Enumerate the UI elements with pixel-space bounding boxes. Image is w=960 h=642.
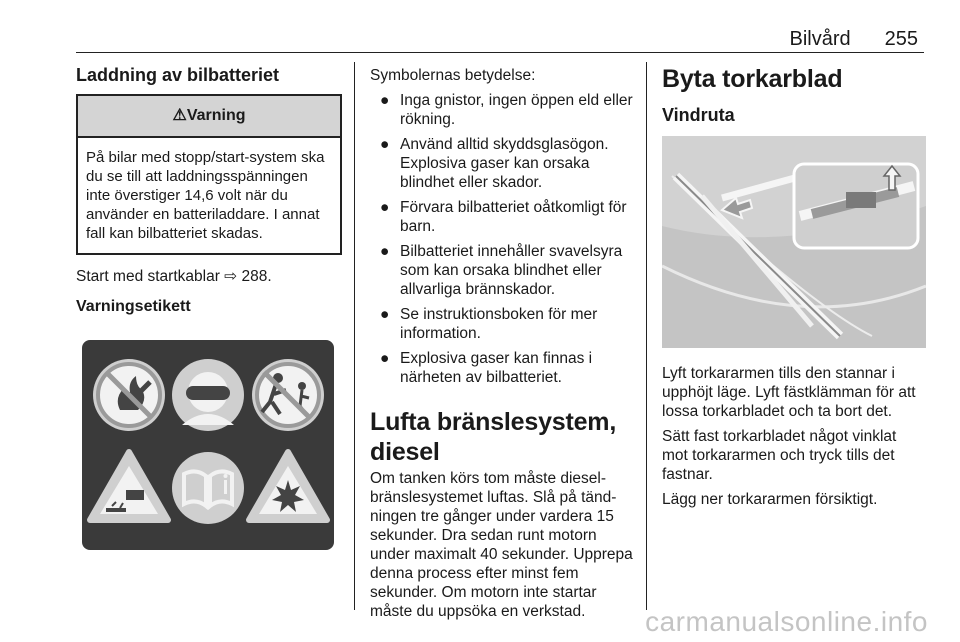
warning-text: På bilar med stopp/start-system ska du se till att laddningsspänningen inte överstiger 14,6 volt när du använder en batteriladdare. I annat fall kan bilbatteriet skadas.: [86, 149, 325, 242]
column-divider-left: [354, 62, 355, 610]
header-rule: [76, 52, 924, 53]
column-3: [662, 64, 926, 509]
list-item: ● Förvara bilbatteriet oåtkomligt för barn.: [380, 199, 627, 235]
symbols-intro: Symbolernas betydelse:: [370, 67, 536, 84]
battery-charging-heading: Laddning av bilbatteriet: [76, 65, 280, 85]
warning-box: [76, 94, 342, 255]
warning-label-image: [82, 340, 340, 555]
warning-label-heading: Varningsetikett: [76, 298, 191, 315]
wiper-step-3: Lägg ner torkararmen försiktigt.: [662, 491, 878, 508]
symbols-list: [370, 91, 634, 387]
list-item: ● Bilbatteriet innehåller svavelsyra som kan orsaka blindhet eller allvarliga brännskador.: [380, 243, 623, 298]
bullet-icon: ●: [380, 92, 390, 109]
column-2: [370, 64, 634, 621]
no-fire-icon: [93, 359, 165, 431]
warning-header: [78, 96, 340, 138]
jump-start-reference: [76, 267, 340, 286]
wiper-image: [662, 136, 926, 348]
page-number: 255: [884, 28, 918, 50]
windscreen-subheading: Vindruta: [662, 105, 735, 125]
bullet-icon: ●: [380, 243, 390, 260]
jump-start-page-link[interactable]: 288.: [241, 268, 272, 285]
wiper-blade-heading: Byta torkarblad: [662, 65, 843, 93]
list-item: ● Använd alltid skyddsglasögon. Explosiva gaser kan orsaka blindhet eller skador.: [380, 136, 609, 191]
bullet-icon: ●: [380, 350, 390, 367]
bullet-icon: ●: [380, 199, 390, 216]
list-item: ● Inga gnistor, ingen öppen eld eller rökning.: [380, 92, 633, 128]
list-item: ● Se instruktionsboken för mer information.: [380, 306, 598, 342]
wiper-step-2: Sätt fast torkarbladet något vinklat mot torkararmen och tryck tills det fastnar.: [662, 428, 897, 483]
page-header: [789, 28, 918, 51]
watermark: carmanualsonline.info: [645, 606, 928, 637]
keep-away-children-icon: [252, 359, 324, 431]
jump-start-text: Start med startkablar: [76, 268, 220, 285]
safety-goggles-icon: [172, 359, 244, 431]
battery-warning-label-illustration: [82, 340, 334, 550]
bullet-icon: ●: [380, 306, 390, 323]
diesel-bleed-heading: Lufta bränslesystem, diesel: [370, 408, 617, 466]
section-title: Bilvård: [789, 28, 851, 50]
wiper-step-1: Lyft torkararmen tills den stannar i upphöjt läge. Lyft fästklämman för att lossa torkarbladet och ta bort det.: [662, 365, 916, 420]
page-ref-arrow-icon: ⇨: [224, 268, 238, 285]
instruction-manual-icon: [172, 452, 244, 524]
bullet-icon: ●: [380, 136, 390, 153]
list-item: ● Explosiva gaser kan finnas i närheten av bilbatteriet.: [380, 350, 593, 386]
wiper-blade-illustration: [662, 136, 926, 348]
column-divider-right: [646, 62, 647, 610]
warning-title: Varning: [186, 107, 246, 124]
column-1: [76, 64, 340, 555]
diesel-bleed-text: Om tanken körs tom måste dieselbränslesystemet luftas. Slå på tändningen tre gånger under vardera 15 sekunder. Dra sedan runt motorn under maximalt 40 sekunder. Upprepa denna process efter minst fem sekunder. Om motorn inte startar måste du uppsöka en verkstad.: [370, 470, 633, 620]
warning-triangle-icon: ⚠: [172, 107, 187, 124]
